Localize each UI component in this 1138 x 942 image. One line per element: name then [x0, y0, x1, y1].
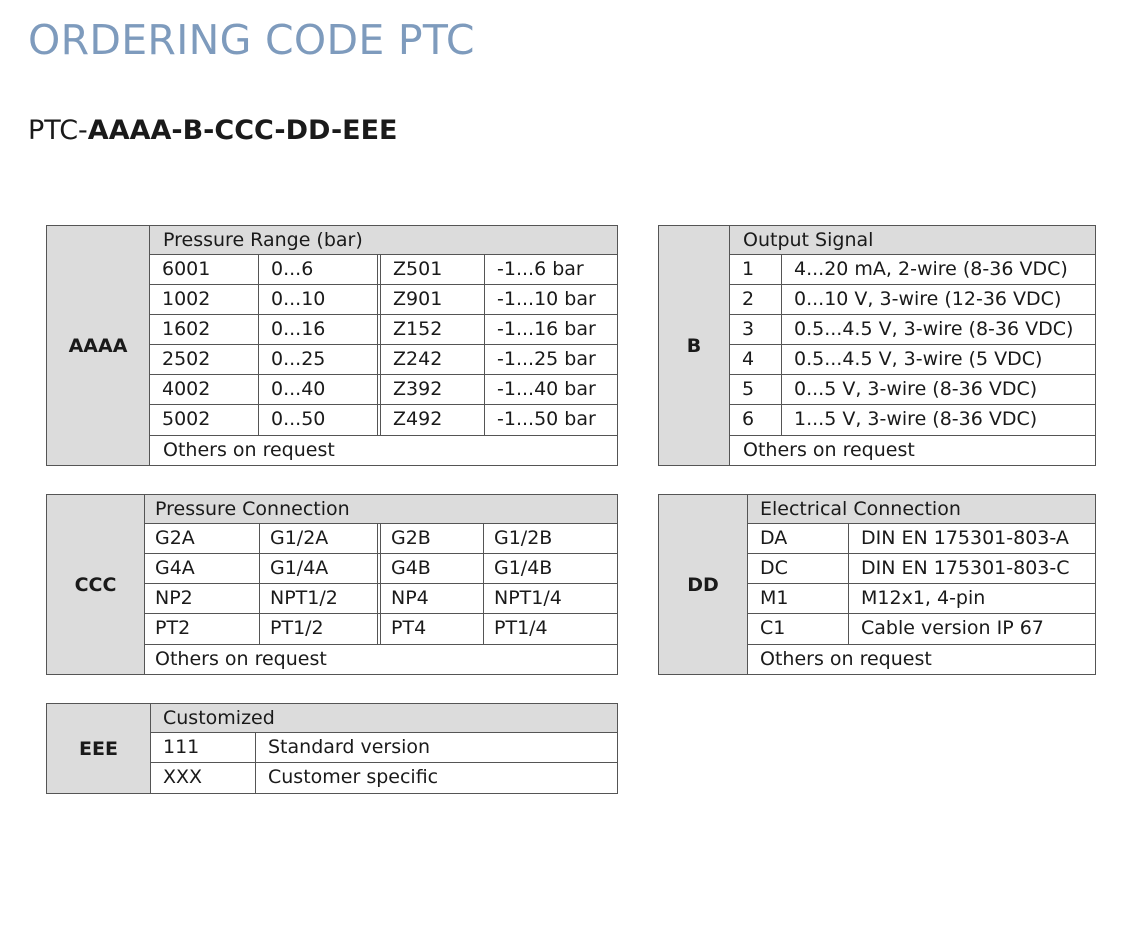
table-row: [150, 345, 617, 375]
custom-code: XXX: [151, 763, 256, 793]
range-value: -1...16 bar: [497, 318, 596, 340]
range-code: Z501: [381, 255, 485, 284]
electrical-description: M12x1, 4-pin: [861, 587, 986, 609]
pressure-connection-footer: Others on request: [145, 644, 617, 674]
connection-thread: G1/4B: [494, 557, 553, 579]
signal-code: 5: [730, 375, 782, 404]
connection-thread: PT1/2: [260, 614, 381, 644]
range-code: 4002: [150, 375, 259, 404]
electrical-code: DC: [748, 554, 849, 583]
table-row: [150, 285, 617, 315]
connection-code: NP4: [381, 584, 484, 613]
electrical-connection-footer: Others on request: [748, 644, 1095, 674]
table-row: [730, 405, 1095, 435]
table-row: [145, 614, 617, 644]
customized-key: EEE: [47, 704, 151, 793]
electrical-connection-key: DD: [659, 495, 748, 674]
connection-thread: G1/4A: [260, 554, 381, 583]
electrical-description: DIN EN 175301-803-A: [861, 527, 1069, 549]
custom-code: 111: [151, 733, 256, 762]
table-row: [145, 524, 617, 554]
range-value: -1...40 bar: [497, 378, 596, 400]
electrical-code: C1: [748, 614, 849, 644]
electrical-connection-header: Electrical Connection: [748, 495, 1095, 524]
signal-code: 4: [730, 345, 782, 374]
pressure-connection-rows: [145, 524, 617, 644]
table-row: [730, 285, 1095, 315]
table-row: [730, 315, 1095, 345]
signal-description: 1...5 V, 3-wire (8-36 VDC): [794, 408, 1038, 430]
connection-code: G4A: [145, 554, 260, 583]
ordering-code-fields: AAAA-B-CCC-DD-EEE: [87, 115, 398, 146]
connection-code: PT4: [381, 614, 484, 644]
pressure-connection-header: Pressure Connection: [145, 495, 617, 524]
signal-code: 1: [730, 255, 782, 284]
connection-thread: G1/2A: [260, 524, 381, 553]
table-row: [145, 554, 617, 584]
pressure-range-header: Pressure Range (bar): [150, 226, 617, 255]
range-value: 0...16: [259, 315, 381, 344]
connection-code: G4B: [381, 554, 484, 583]
table-row: [730, 375, 1095, 405]
output-signal-rows: [730, 255, 1095, 435]
range-value: 0...6: [259, 255, 381, 284]
range-value: 0...25: [259, 345, 381, 374]
range-code: 6001: [150, 255, 259, 284]
page-title: ORDERING CODE PTC: [28, 16, 475, 64]
table-row: [748, 584, 1095, 614]
range-code: 5002: [150, 405, 259, 435]
connection-thread: NPT1/2: [260, 584, 381, 613]
pressure-range-rows: [150, 255, 617, 435]
electrical-code: DA: [748, 524, 849, 553]
range-code: 2502: [150, 345, 259, 374]
table-row: [748, 524, 1095, 554]
range-code: 1602: [150, 315, 259, 344]
range-code: Z492: [381, 405, 485, 435]
signal-code: 3: [730, 315, 782, 344]
range-code: 1002: [150, 285, 259, 314]
pressure-range-table: [46, 225, 618, 466]
table-row: [150, 315, 617, 345]
connection-code: G2B: [381, 524, 484, 553]
electrical-description: Cable version IP 67: [861, 617, 1044, 639]
ordering-code-prefix: PTC-: [28, 115, 88, 146]
pressure-range-key: AAAA: [47, 226, 150, 465]
signal-description: 0...5 V, 3-wire (8-36 VDC): [794, 378, 1038, 400]
connection-code: PT2: [145, 614, 260, 644]
output-signal-key: B: [659, 226, 730, 465]
signal-description: 0.5...4.5 V, 3-wire (8-36 VDC): [794, 318, 1074, 340]
connection-thread: NPT1/4: [494, 587, 562, 609]
connection-thread: PT1/4: [494, 617, 548, 639]
table-row: [150, 255, 617, 285]
ordering-code: [28, 115, 398, 146]
range-value: -1...50 bar: [497, 408, 596, 430]
table-row: [151, 763, 617, 793]
custom-description: Standard version: [268, 736, 431, 758]
electrical-code: M1: [748, 584, 849, 613]
connection-thread: G1/2B: [494, 527, 553, 549]
range-code: Z242: [381, 345, 485, 374]
table-row: [730, 345, 1095, 375]
table-row: [748, 614, 1095, 644]
connection-code: NP2: [145, 584, 260, 613]
connection-code: G2A: [145, 524, 260, 553]
signal-description: 0...10 V, 3-wire (12-36 VDC): [794, 288, 1062, 310]
output-signal-footer: Others on request: [730, 435, 1095, 465]
electrical-description: DIN EN 175301-803-C: [861, 557, 1070, 579]
range-value: 0...50: [259, 405, 381, 435]
customized-header: Customized: [151, 704, 617, 733]
range-code: Z152: [381, 315, 485, 344]
range-value: -1...25 bar: [497, 348, 596, 370]
table-row: [150, 405, 617, 435]
pressure-range-footer: Others on request: [150, 435, 617, 465]
range-code: Z901: [381, 285, 485, 314]
table-row: [145, 584, 617, 614]
signal-description: 0.5...4.5 V, 3-wire (5 VDC): [794, 348, 1043, 370]
range-value: -1...10 bar: [497, 288, 596, 310]
output-signal-header: Output Signal: [730, 226, 1095, 255]
signal-description: 4...20 mA, 2-wire (8-36 VDC): [794, 258, 1068, 280]
table-row: [150, 375, 617, 405]
custom-description: Customer specific: [268, 766, 439, 788]
range-value: 0...40: [259, 375, 381, 404]
output-signal-table: [658, 225, 1096, 466]
pressure-connection-table: [46, 494, 618, 675]
customized-rows: [151, 733, 617, 793]
customized-table: [46, 703, 618, 794]
signal-code: 6: [730, 405, 782, 435]
table-row: [151, 733, 617, 763]
range-code: Z392: [381, 375, 485, 404]
range-value: -1...6 bar: [497, 258, 584, 280]
electrical-connection-table: [658, 494, 1096, 675]
range-value: 0...10: [259, 285, 381, 314]
pressure-connection-key: CCC: [47, 495, 145, 674]
signal-code: 2: [730, 285, 782, 314]
table-row: [730, 255, 1095, 285]
electrical-connection-rows: [748, 524, 1095, 644]
table-row: [748, 554, 1095, 584]
